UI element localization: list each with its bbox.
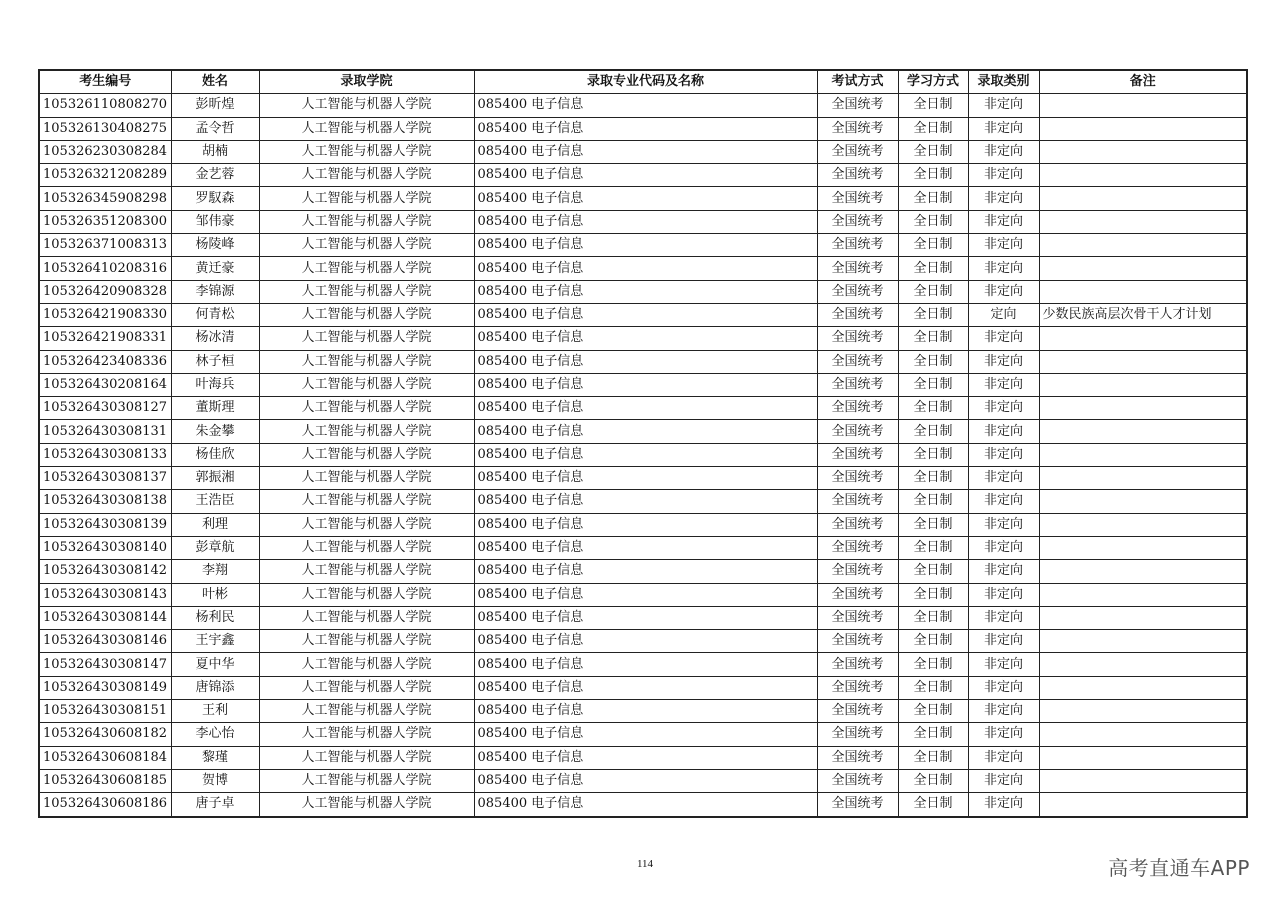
- table-row: [39, 373, 1247, 396]
- cell-exam-type: 全国统考: [817, 746, 898, 769]
- cell-exam-type: 全国统考: [817, 94, 898, 117]
- cell-major: 085400 电子信息: [474, 373, 817, 396]
- table-row: [39, 793, 1247, 817]
- cell-remarks: [1039, 420, 1247, 443]
- cell-admit-category: 非定向: [968, 117, 1039, 140]
- header-study-mode: 学习方式: [898, 70, 968, 94]
- table-row: [39, 606, 1247, 629]
- cell-admit-category: 非定向: [968, 397, 1039, 420]
- cell-exam-id: 105326430308133: [39, 443, 171, 466]
- cell-admit-category: 非定向: [968, 723, 1039, 746]
- cell-study-mode: 全日制: [898, 630, 968, 653]
- cell-admit-category: 非定向: [968, 94, 1039, 117]
- page-number: 114: [636, 858, 654, 870]
- cell-exam-id: 105326430608186: [39, 793, 171, 817]
- cell-exam-type: 全国统考: [817, 653, 898, 676]
- cell-exam-id: 105326430308127: [39, 397, 171, 420]
- cell-remarks: [1039, 513, 1247, 536]
- cell-college: 人工智能与机器人学院: [259, 140, 474, 163]
- cell-name: 杨佳欣: [171, 443, 259, 466]
- header-exam-id: 考生编号: [39, 70, 171, 94]
- cell-name: 朱金攀: [171, 420, 259, 443]
- cell-college: 人工智能与机器人学院: [259, 164, 474, 187]
- cell-college: 人工智能与机器人学院: [259, 560, 474, 583]
- cell-exam-id: 105326430608184: [39, 746, 171, 769]
- cell-remarks: [1039, 210, 1247, 233]
- cell-name: 董斯理: [171, 397, 259, 420]
- cell-study-mode: 全日制: [898, 793, 968, 817]
- cell-study-mode: 全日制: [898, 467, 968, 490]
- cell-college: 人工智能与机器人学院: [259, 257, 474, 280]
- cell-major: 085400 电子信息: [474, 350, 817, 373]
- cell-remarks: [1039, 700, 1247, 723]
- cell-exam-id: 105326430308151: [39, 700, 171, 723]
- cell-admit-category: 非定向: [968, 210, 1039, 233]
- cell-exam-id: 105326430608182: [39, 723, 171, 746]
- cell-college: 人工智能与机器人学院: [259, 420, 474, 443]
- cell-major: 085400 电子信息: [474, 536, 817, 559]
- cell-study-mode: 全日制: [898, 94, 968, 117]
- cell-exam-id: 105326371008313: [39, 234, 171, 257]
- cell-college: 人工智能与机器人学院: [259, 746, 474, 769]
- cell-exam-type: 全国统考: [817, 140, 898, 163]
- cell-exam-type: 全国统考: [817, 350, 898, 373]
- cell-remarks: [1039, 769, 1247, 792]
- cell-name: 金艺蓉: [171, 164, 259, 187]
- cell-exam-id: 105326430308144: [39, 606, 171, 629]
- cell-major: 085400 电子信息: [474, 653, 817, 676]
- cell-name: 叶彬: [171, 583, 259, 606]
- cell-study-mode: 全日制: [898, 350, 968, 373]
- table-row: [39, 303, 1247, 326]
- cell-study-mode: 全日制: [898, 117, 968, 140]
- cell-name: 郭振湘: [171, 467, 259, 490]
- cell-name: 李锦源: [171, 280, 259, 303]
- cell-exam-id: 105326130408275: [39, 117, 171, 140]
- cell-exam-id: 105326420908328: [39, 280, 171, 303]
- cell-college: 人工智能与机器人学院: [259, 467, 474, 490]
- cell-study-mode: 全日制: [898, 140, 968, 163]
- cell-remarks: [1039, 140, 1247, 163]
- cell-major: 085400 电子信息: [474, 443, 817, 466]
- table-row: [39, 117, 1247, 140]
- cell-admit-category: 非定向: [968, 700, 1039, 723]
- cell-remarks: [1039, 117, 1247, 140]
- admission-table: [38, 69, 1248, 818]
- cell-name: 何青松: [171, 303, 259, 326]
- table-row: [39, 490, 1247, 513]
- header-admit-category: 录取类别: [968, 70, 1039, 94]
- cell-remarks: 少数民族高层次骨干人才计划: [1039, 303, 1247, 326]
- cell-major: 085400 电子信息: [474, 583, 817, 606]
- cell-admit-category: 非定向: [968, 653, 1039, 676]
- cell-name: 黎瑾: [171, 746, 259, 769]
- cell-major: 085400 电子信息: [474, 560, 817, 583]
- cell-college: 人工智能与机器人学院: [259, 94, 474, 117]
- cell-remarks: [1039, 234, 1247, 257]
- cell-exam-type: 全国统考: [817, 210, 898, 233]
- cell-college: 人工智能与机器人学院: [259, 443, 474, 466]
- cell-major: 085400 电子信息: [474, 164, 817, 187]
- cell-exam-id: 105326430308149: [39, 676, 171, 699]
- cell-exam-type: 全国统考: [817, 606, 898, 629]
- table-row: [39, 746, 1247, 769]
- cell-exam-id: 105326321208289: [39, 164, 171, 187]
- cell-remarks: [1039, 397, 1247, 420]
- cell-admit-category: 非定向: [968, 164, 1039, 187]
- cell-name: 王浩臣: [171, 490, 259, 513]
- cell-admit-category: 非定向: [968, 793, 1039, 817]
- cell-admit-category: 非定向: [968, 350, 1039, 373]
- table-row: [39, 653, 1247, 676]
- cell-exam-type: 全国统考: [817, 536, 898, 559]
- cell-name: 杨陵峰: [171, 234, 259, 257]
- cell-name: 彭昕煌: [171, 94, 259, 117]
- cell-study-mode: 全日制: [898, 700, 968, 723]
- cell-exam-type: 全国统考: [817, 630, 898, 653]
- cell-name: 孟令哲: [171, 117, 259, 140]
- cell-study-mode: 全日制: [898, 164, 968, 187]
- cell-college: 人工智能与机器人学院: [259, 490, 474, 513]
- cell-study-mode: 全日制: [898, 723, 968, 746]
- cell-exam-type: 全国统考: [817, 769, 898, 792]
- cell-name: 杨利民: [171, 606, 259, 629]
- cell-remarks: [1039, 630, 1247, 653]
- cell-major: 085400 电子信息: [474, 234, 817, 257]
- header-exam-type: 考试方式: [817, 70, 898, 94]
- cell-name: 邹伟豪: [171, 210, 259, 233]
- cell-exam-id: 105326430308147: [39, 653, 171, 676]
- cell-admit-category: 非定向: [968, 327, 1039, 350]
- header-remarks: 备注: [1039, 70, 1247, 94]
- table-row: [39, 467, 1247, 490]
- cell-name: 利理: [171, 513, 259, 536]
- cell-admit-category: 非定向: [968, 490, 1039, 513]
- cell-study-mode: 全日制: [898, 676, 968, 699]
- cell-exam-id: 105326423408336: [39, 350, 171, 373]
- cell-exam-type: 全国统考: [817, 700, 898, 723]
- cell-major: 085400 电子信息: [474, 420, 817, 443]
- cell-exam-id: 105326430308140: [39, 536, 171, 559]
- cell-name: 林子桓: [171, 350, 259, 373]
- cell-major: 085400 电子信息: [474, 327, 817, 350]
- table-row: [39, 257, 1247, 280]
- cell-exam-type: 全国统考: [817, 513, 898, 536]
- cell-exam-id: 105326430308137: [39, 467, 171, 490]
- cell-study-mode: 全日制: [898, 187, 968, 210]
- cell-study-mode: 全日制: [898, 583, 968, 606]
- cell-study-mode: 全日制: [898, 210, 968, 233]
- table-row: [39, 234, 1247, 257]
- cell-admit-category: 非定向: [968, 234, 1039, 257]
- cell-admit-category: 非定向: [968, 420, 1039, 443]
- cell-name: 李心怡: [171, 723, 259, 746]
- cell-remarks: [1039, 187, 1247, 210]
- cell-study-mode: 全日制: [898, 536, 968, 559]
- table-row: [39, 397, 1247, 420]
- cell-exam-id: 105326430308146: [39, 630, 171, 653]
- cell-major: 085400 电子信息: [474, 397, 817, 420]
- cell-college: 人工智能与机器人学院: [259, 653, 474, 676]
- table-row: [39, 769, 1247, 792]
- cell-name: 王宇鑫: [171, 630, 259, 653]
- table-row: [39, 164, 1247, 187]
- table-row: [39, 210, 1247, 233]
- cell-admit-category: 非定向: [968, 443, 1039, 466]
- cell-major: 085400 电子信息: [474, 210, 817, 233]
- cell-remarks: [1039, 746, 1247, 769]
- cell-college: 人工智能与机器人学院: [259, 606, 474, 629]
- table-row: [39, 723, 1247, 746]
- cell-admit-category: 非定向: [968, 560, 1039, 583]
- cell-admit-category: 非定向: [968, 630, 1039, 653]
- cell-name: 夏中华: [171, 653, 259, 676]
- cell-exam-id: 105326110808270: [39, 94, 171, 117]
- cell-major: 085400 电子信息: [474, 303, 817, 326]
- cell-college: 人工智能与机器人学院: [259, 676, 474, 699]
- table-row: [39, 280, 1247, 303]
- cell-exam-type: 全国统考: [817, 373, 898, 396]
- cell-admit-category: 非定向: [968, 187, 1039, 210]
- cell-name: 杨冰清: [171, 327, 259, 350]
- cell-name: 罗馭森: [171, 187, 259, 210]
- cell-college: 人工智能与机器人学院: [259, 210, 474, 233]
- cell-admit-category: 非定向: [968, 467, 1039, 490]
- cell-name: 黄迁豪: [171, 257, 259, 280]
- cell-exam-type: 全国统考: [817, 164, 898, 187]
- cell-exam-id: 105326430308142: [39, 560, 171, 583]
- cell-admit-category: 非定向: [968, 280, 1039, 303]
- cell-college: 人工智能与机器人学院: [259, 117, 474, 140]
- table-row: [39, 583, 1247, 606]
- cell-remarks: [1039, 373, 1247, 396]
- cell-admit-category: 非定向: [968, 583, 1039, 606]
- cell-college: 人工智能与机器人学院: [259, 303, 474, 326]
- cell-study-mode: 全日制: [898, 490, 968, 513]
- cell-major: 085400 电子信息: [474, 676, 817, 699]
- header-name: 姓名: [171, 70, 259, 94]
- table-row: [39, 420, 1247, 443]
- cell-college: 人工智能与机器人学院: [259, 513, 474, 536]
- table-row: [39, 140, 1247, 163]
- cell-remarks: [1039, 723, 1247, 746]
- cell-admit-category: 非定向: [968, 746, 1039, 769]
- table-row: [39, 630, 1247, 653]
- cell-exam-id: 105326230308284: [39, 140, 171, 163]
- cell-exam-type: 全国统考: [817, 187, 898, 210]
- cell-college: 人工智能与机器人学院: [259, 280, 474, 303]
- table-row: [39, 513, 1247, 536]
- cell-remarks: [1039, 327, 1247, 350]
- cell-major: 085400 电子信息: [474, 700, 817, 723]
- table-row: [39, 700, 1247, 723]
- cell-study-mode: 全日制: [898, 257, 968, 280]
- cell-study-mode: 全日制: [898, 606, 968, 629]
- cell-college: 人工智能与机器人学院: [259, 234, 474, 257]
- cell-college: 人工智能与机器人学院: [259, 630, 474, 653]
- cell-remarks: [1039, 490, 1247, 513]
- cell-exam-id: 105326430308138: [39, 490, 171, 513]
- table-row: [39, 350, 1247, 373]
- cell-major: 085400 电子信息: [474, 490, 817, 513]
- cell-admit-category: 非定向: [968, 257, 1039, 280]
- cell-college: 人工智能与机器人学院: [259, 723, 474, 746]
- cell-major: 085400 电子信息: [474, 280, 817, 303]
- cell-college: 人工智能与机器人学院: [259, 397, 474, 420]
- cell-exam-type: 全国统考: [817, 397, 898, 420]
- cell-college: 人工智能与机器人学院: [259, 583, 474, 606]
- cell-major: 085400 电子信息: [474, 606, 817, 629]
- table-row: [39, 676, 1247, 699]
- cell-major: 085400 电子信息: [474, 793, 817, 817]
- cell-exam-type: 全国统考: [817, 723, 898, 746]
- cell-college: 人工智能与机器人学院: [259, 187, 474, 210]
- cell-major: 085400 电子信息: [474, 257, 817, 280]
- cell-name: 叶海兵: [171, 373, 259, 396]
- cell-exam-id: 105326430208164: [39, 373, 171, 396]
- cell-exam-id: 105326351208300: [39, 210, 171, 233]
- cell-admit-category: 非定向: [968, 606, 1039, 629]
- cell-exam-id: 105326430308139: [39, 513, 171, 536]
- cell-name: 唐锦添: [171, 676, 259, 699]
- cell-exam-type: 全国统考: [817, 280, 898, 303]
- cell-exam-id: 105326430608185: [39, 769, 171, 792]
- cell-remarks: [1039, 560, 1247, 583]
- cell-exam-type: 全国统考: [817, 490, 898, 513]
- cell-college: 人工智能与机器人学院: [259, 373, 474, 396]
- cell-exam-type: 全国统考: [817, 560, 898, 583]
- table-row: [39, 443, 1247, 466]
- cell-major: 085400 电子信息: [474, 513, 817, 536]
- cell-study-mode: 全日制: [898, 443, 968, 466]
- cell-study-mode: 全日制: [898, 746, 968, 769]
- cell-admit-category: 非定向: [968, 769, 1039, 792]
- cell-study-mode: 全日制: [898, 373, 968, 396]
- cell-study-mode: 全日制: [898, 420, 968, 443]
- cell-remarks: [1039, 793, 1247, 817]
- cell-admit-category: 非定向: [968, 513, 1039, 536]
- cell-exam-type: 全国统考: [817, 327, 898, 350]
- cell-major: 085400 电子信息: [474, 467, 817, 490]
- header-major: 录取专业代码及名称: [474, 70, 817, 94]
- cell-study-mode: 全日制: [898, 653, 968, 676]
- cell-college: 人工智能与机器人学院: [259, 793, 474, 817]
- table-row: [39, 94, 1247, 117]
- cell-major: 085400 电子信息: [474, 630, 817, 653]
- cell-study-mode: 全日制: [898, 513, 968, 536]
- table-header-row: [39, 70, 1247, 94]
- cell-exam-type: 全国统考: [817, 467, 898, 490]
- cell-admit-category: 定向: [968, 303, 1039, 326]
- cell-remarks: [1039, 164, 1247, 187]
- cell-exam-type: 全国统考: [817, 117, 898, 140]
- cell-major: 085400 电子信息: [474, 723, 817, 746]
- cell-remarks: [1039, 280, 1247, 303]
- cell-major: 085400 电子信息: [474, 140, 817, 163]
- cell-remarks: [1039, 583, 1247, 606]
- cell-study-mode: 全日制: [898, 397, 968, 420]
- cell-name: 彭章航: [171, 536, 259, 559]
- cell-exam-id: 105326430308143: [39, 583, 171, 606]
- cell-name: 王利: [171, 700, 259, 723]
- cell-admit-category: 非定向: [968, 373, 1039, 396]
- cell-remarks: [1039, 536, 1247, 559]
- cell-remarks: [1039, 653, 1247, 676]
- cell-study-mode: 全日制: [898, 327, 968, 350]
- cell-exam-type: 全国统考: [817, 257, 898, 280]
- cell-admit-category: 非定向: [968, 140, 1039, 163]
- cell-name: 李翔: [171, 560, 259, 583]
- cell-exam-id: 105326421908330: [39, 303, 171, 326]
- cell-study-mode: 全日制: [898, 303, 968, 326]
- cell-exam-type: 全国统考: [817, 793, 898, 817]
- cell-exam-type: 全国统考: [817, 676, 898, 699]
- table-row: [39, 536, 1247, 559]
- header-college: 录取学院: [259, 70, 474, 94]
- cell-remarks: [1039, 94, 1247, 117]
- cell-remarks: [1039, 350, 1247, 373]
- cell-exam-type: 全国统考: [817, 303, 898, 326]
- table-row: [39, 327, 1247, 350]
- table-row: [39, 187, 1247, 210]
- table-row: [39, 560, 1247, 583]
- cell-major: 085400 电子信息: [474, 769, 817, 792]
- watermark-text: 高考直通车APP: [1108, 856, 1250, 880]
- cell-major: 085400 电子信息: [474, 117, 817, 140]
- cell-admit-category: 非定向: [968, 536, 1039, 559]
- table-body: [39, 94, 1247, 817]
- cell-exam-type: 全国统考: [817, 420, 898, 443]
- cell-exam-id: 105326421908331: [39, 327, 171, 350]
- cell-remarks: [1039, 606, 1247, 629]
- cell-exam-type: 全国统考: [817, 234, 898, 257]
- cell-study-mode: 全日制: [898, 234, 968, 257]
- cell-major: 085400 电子信息: [474, 187, 817, 210]
- cell-study-mode: 全日制: [898, 769, 968, 792]
- cell-remarks: [1039, 443, 1247, 466]
- cell-exam-id: 105326430308131: [39, 420, 171, 443]
- cell-exam-id: 105326345908298: [39, 187, 171, 210]
- cell-exam-type: 全国统考: [817, 583, 898, 606]
- cell-exam-type: 全国统考: [817, 443, 898, 466]
- cell-name: 胡楠: [171, 140, 259, 163]
- cell-college: 人工智能与机器人学院: [259, 327, 474, 350]
- cell-name: 唐子卓: [171, 793, 259, 817]
- cell-admit-category: 非定向: [968, 676, 1039, 699]
- cell-remarks: [1039, 676, 1247, 699]
- cell-study-mode: 全日制: [898, 280, 968, 303]
- cell-name: 贺博: [171, 769, 259, 792]
- cell-major: 085400 电子信息: [474, 746, 817, 769]
- cell-major: 085400 电子信息: [474, 94, 817, 117]
- cell-college: 人工智能与机器人学院: [259, 536, 474, 559]
- cell-college: 人工智能与机器人学院: [259, 769, 474, 792]
- cell-college: 人工智能与机器人学院: [259, 700, 474, 723]
- cell-study-mode: 全日制: [898, 560, 968, 583]
- cell-remarks: [1039, 257, 1247, 280]
- cell-college: 人工智能与机器人学院: [259, 350, 474, 373]
- cell-exam-id: 105326410208316: [39, 257, 171, 280]
- cell-remarks: [1039, 467, 1247, 490]
